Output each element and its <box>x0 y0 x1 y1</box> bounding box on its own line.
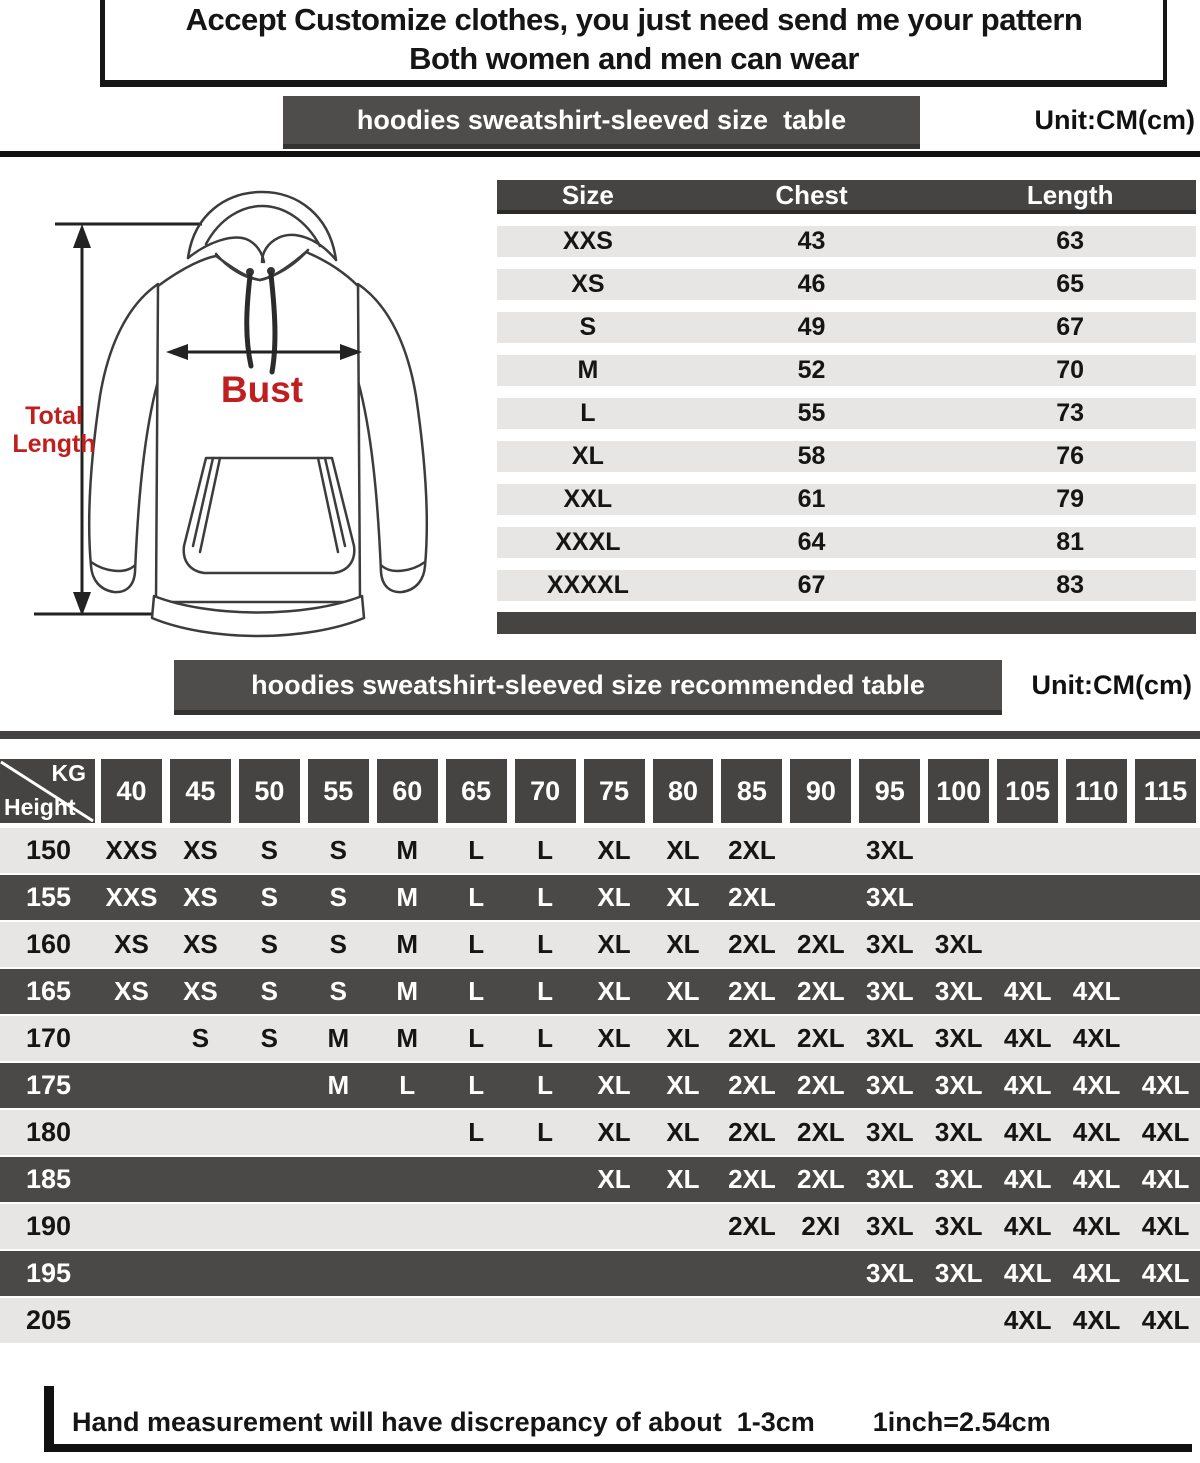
recommended-table-header <box>0 759 1200 823</box>
size-value-cell: M <box>396 976 419 1006</box>
weight-header-cell: 105 <box>993 759 1062 823</box>
chest-cell: 52 <box>797 356 826 384</box>
size-value-cell: L <box>537 976 554 1006</box>
size-value-cell <box>924 875 993 920</box>
size-value-cell: XL <box>597 929 631 959</box>
size-cell: XS <box>571 270 605 298</box>
size-value-cell: 2XL <box>728 1164 776 1194</box>
weight-header-cell: 75 <box>580 759 649 823</box>
size-value-cell <box>97 1157 166 1202</box>
size-value-cell <box>442 1157 511 1202</box>
kg-height-corner-cell <box>0 759 97 823</box>
size-value-cell <box>373 1204 442 1249</box>
size-value-cell <box>993 922 1062 967</box>
length-cell: 73 <box>1056 399 1085 427</box>
size-value-cell: XS <box>183 929 218 959</box>
customize-banner <box>100 0 1167 87</box>
chest-cell: 64 <box>797 528 826 556</box>
size-table-row <box>497 527 1196 558</box>
chest-cell: 49 <box>797 313 826 341</box>
size-value-cell <box>166 1110 235 1155</box>
recommended-size-table <box>0 759 1200 1343</box>
size-value-cell: L <box>537 1117 554 1147</box>
size-value-cell: 2XL <box>797 1023 845 1053</box>
size-value-cell: XL <box>597 1117 631 1147</box>
size-value-cell: S <box>329 929 347 959</box>
hoodie-left-sleeve <box>89 284 160 592</box>
size-value-cell: 4XL <box>1003 1117 1052 1147</box>
length-cell: 65 <box>1056 270 1085 298</box>
banner-line2: Both women and men can wear <box>409 41 859 76</box>
recommended-row <box>0 920 1200 967</box>
size-col-header: Size <box>561 180 614 210</box>
size-value-cell <box>993 875 1062 920</box>
size-value-cell <box>649 1251 718 1296</box>
corner-height-label: Height <box>4 794 76 820</box>
size-value-cell: S <box>260 1023 279 1053</box>
size-cell: L <box>580 399 596 427</box>
size-value-cell: 4XL <box>1003 1164 1052 1194</box>
size-value-cell: 3XL <box>865 1164 914 1194</box>
size-table-row <box>497 355 1196 386</box>
height-cell: 175 <box>25 1070 72 1100</box>
size-value-cell: 3XL <box>865 976 914 1006</box>
size-value-cell <box>786 875 855 920</box>
size-value-cell <box>373 1251 442 1296</box>
size-value-cell: XS <box>183 835 218 865</box>
size-value-cell: 4XL <box>1072 976 1121 1006</box>
size-table-body <box>497 226 1196 601</box>
size-value-cell: 4XL <box>1072 1023 1121 1053</box>
size-value-cell: S <box>191 1023 210 1053</box>
size-value-cell: XL <box>666 976 700 1006</box>
size-value-cell <box>580 1251 649 1296</box>
chest-cell: 58 <box>797 442 826 470</box>
size-table-row <box>497 269 1196 300</box>
size-value-cell: S <box>329 835 347 865</box>
size-value-cell <box>235 1204 304 1249</box>
size-value-cell: S <box>329 976 347 1006</box>
size-value-cell: 2XL <box>797 929 845 959</box>
size-value-cell <box>235 1110 304 1155</box>
length-cell: 63 <box>1056 227 1085 255</box>
weight-header-cell: 70 <box>511 759 580 823</box>
size-table-bottom-bar <box>497 612 1196 634</box>
size-value-cell <box>924 828 993 873</box>
size-value-cell <box>1062 828 1131 873</box>
size-value-cell <box>717 1298 786 1343</box>
length-cell: 79 <box>1056 485 1085 513</box>
recommended-table-body <box>0 826 1200 1343</box>
size-value-cell <box>511 1157 580 1202</box>
weight-header-cell: 65 <box>442 759 511 823</box>
size-value-cell: 3XL <box>865 1211 914 1241</box>
banner-line1: Accept Customize clothes, you just need send me your pattern <box>185 2 1083 37</box>
size-value-cell: M <box>327 1070 350 1100</box>
size-value-cell: XL <box>666 1117 700 1147</box>
size-table-row <box>497 570 1196 601</box>
height-cell: 155 <box>25 882 72 912</box>
size-value-cell: 4XL <box>1003 1211 1052 1241</box>
height-cell: 205 <box>25 1305 72 1335</box>
size-value-cell: 4XL <box>1003 1070 1052 1100</box>
size-value-cell <box>786 828 855 873</box>
size-value-cell: L <box>537 1070 554 1100</box>
size-value-cell: 4XL <box>1072 1164 1121 1194</box>
size-value-cell: 3XL <box>865 1258 914 1288</box>
size-value-cell: XL <box>666 1164 700 1194</box>
size-value-cell <box>235 1157 304 1202</box>
size-value-cell: XL <box>597 835 631 865</box>
weight-header-cell: 110 <box>1062 759 1131 823</box>
size-value-cell <box>97 1298 166 1343</box>
size-value-cell <box>786 1251 855 1296</box>
weight-header-cell: 85 <box>717 759 786 823</box>
size-value-cell <box>717 1251 786 1296</box>
size-value-cell: 2XL <box>797 1164 845 1194</box>
size-value-cell: 2XL <box>728 929 776 959</box>
size-value-cell <box>1131 875 1200 920</box>
size-value-cell: L <box>537 1023 554 1053</box>
recommended-row <box>0 873 1200 920</box>
size-value-cell: 4XL <box>1003 1258 1052 1288</box>
weight-header-cell: 80 <box>649 759 718 823</box>
size-value-cell <box>993 828 1062 873</box>
weight-header-cell: 95 <box>855 759 924 823</box>
recommended-row <box>0 1061 1200 1108</box>
length-cell: 81 <box>1056 528 1085 556</box>
size-value-cell <box>166 1298 235 1343</box>
size-value-cell <box>304 1110 373 1155</box>
size-value-cell <box>649 1298 718 1343</box>
size-col-header: Length <box>1026 180 1114 210</box>
size-value-cell: 4XL <box>1072 1117 1121 1147</box>
size-table-row <box>497 484 1196 515</box>
size-value-cell: 2XL <box>728 976 776 1006</box>
size-value-cell: 4XL <box>1141 1117 1190 1147</box>
size-value-cell: 3XL <box>865 1070 914 1100</box>
size-value-cell: L <box>537 882 554 912</box>
chest-cell: 67 <box>797 571 826 599</box>
hoodie-right-sleeve <box>356 284 427 592</box>
hoodie-illustration-svg <box>10 166 480 650</box>
size-value-cell: L <box>468 1070 485 1100</box>
height-cell: 170 <box>25 1023 72 1053</box>
measurement-note: Hand measurement will have discrepancy of about 1-3cm <box>72 1407 815 1437</box>
size-value-cell: 4XL <box>1141 1164 1190 1194</box>
total-length-label-1: Total <box>25 402 83 430</box>
size-value-cell: 3XL <box>865 1023 914 1053</box>
size-table <box>497 180 1196 634</box>
size-value-cell: 4XL <box>1003 1305 1052 1335</box>
size-value-cell <box>97 1251 166 1296</box>
size-value-cell: 3XL <box>934 1117 983 1147</box>
divider-line-middle <box>0 731 1200 739</box>
size-value-cell <box>97 1063 166 1108</box>
inch-conversion: 1inch=2.54cm <box>872 1407 1051 1437</box>
height-cell: 190 <box>25 1211 72 1241</box>
size-table-header <box>497 180 1196 214</box>
size-value-cell: 3XL <box>865 1117 914 1147</box>
size-value-cell <box>235 1063 304 1108</box>
size-value-cell: XXS <box>105 882 158 912</box>
size-value-cell <box>442 1298 511 1343</box>
length-cell: 70 <box>1056 356 1085 384</box>
bust-label: Bust <box>220 369 304 410</box>
height-cell: 150 <box>25 835 72 865</box>
chest-cell: 61 <box>797 485 826 513</box>
size-value-cell: M <box>396 835 419 865</box>
size-value-cell: 3XL <box>934 1023 983 1053</box>
size-value-cell: 3XL <box>865 882 914 912</box>
size-value-cell: XXS <box>105 835 158 865</box>
size-value-cell: M <box>396 929 419 959</box>
chest-cell: 55 <box>797 399 826 427</box>
size-value-cell <box>1062 875 1131 920</box>
size-value-cell: L <box>537 835 554 865</box>
weight-header-cell: 45 <box>166 759 235 823</box>
size-value-cell <box>235 1298 304 1343</box>
size-value-cell: 3XL <box>865 929 914 959</box>
length-cell: 67 <box>1056 313 1085 341</box>
size-value-cell: L <box>468 835 485 865</box>
size-value-cell <box>442 1251 511 1296</box>
size-value-cell: 2XI <box>801 1211 841 1241</box>
size-value-cell: S <box>260 835 279 865</box>
size-value-cell: 4XL <box>1072 1070 1121 1100</box>
size-value-cell <box>511 1298 580 1343</box>
size-value-cell: 3XL <box>934 1070 983 1100</box>
size-value-cell: 4XL <box>1141 1070 1190 1100</box>
size-value-cell <box>1131 922 1200 967</box>
size-value-cell <box>1062 922 1131 967</box>
size-cell: S <box>579 313 597 341</box>
size-value-cell: S <box>260 882 279 912</box>
height-cell: 195 <box>25 1258 72 1288</box>
size-value-cell: XL <box>597 1070 631 1100</box>
recommended-row <box>0 1296 1200 1343</box>
size-value-cell: XL <box>666 835 700 865</box>
size-value-cell: XL <box>666 929 700 959</box>
size-value-cell <box>304 1204 373 1249</box>
size-value-cell: 2XL <box>728 1211 776 1241</box>
height-cell: 160 <box>25 929 72 959</box>
size-value-cell: XL <box>597 1164 631 1194</box>
size-value-cell: 3XL <box>934 1258 983 1288</box>
size-value-cell: XL <box>597 976 631 1006</box>
recommended-row <box>0 967 1200 1014</box>
size-value-cell <box>166 1063 235 1108</box>
length-cell: 83 <box>1056 571 1085 599</box>
size-value-cell: 3XL <box>934 976 983 1006</box>
size-value-cell <box>442 1204 511 1249</box>
size-value-cell <box>166 1251 235 1296</box>
size-value-cell <box>373 1298 442 1343</box>
size-value-cell <box>580 1204 649 1249</box>
recommended-row <box>0 1202 1200 1249</box>
recommended-table-unit: Unit:CM(cm) <box>1031 670 1192 700</box>
size-value-cell <box>855 1298 924 1343</box>
size-value-cell: XS <box>183 882 218 912</box>
size-value-cell <box>97 1204 166 1249</box>
size-value-cell: 2XL <box>728 835 776 865</box>
recommended-row <box>0 1014 1200 1061</box>
size-value-cell <box>235 1251 304 1296</box>
weight-header-cell: 100 <box>924 759 993 823</box>
size-value-cell <box>304 1251 373 1296</box>
size-value-cell <box>511 1251 580 1296</box>
size-value-cell: 4XL <box>1003 976 1052 1006</box>
size-value-cell: 2XL <box>728 1023 776 1053</box>
size-table-row <box>497 441 1196 472</box>
size-col-header: Chest <box>775 180 848 210</box>
size-cell: XXXXL <box>546 571 629 599</box>
size-value-cell: XL <box>597 882 631 912</box>
size-value-cell: XS <box>114 976 149 1006</box>
size-value-cell: 4XL <box>1072 1305 1121 1335</box>
size-value-cell: 3XL <box>865 835 914 865</box>
size-value-cell: L <box>468 1023 485 1053</box>
size-value-cell <box>166 1204 235 1249</box>
size-value-cell: XL <box>666 1023 700 1053</box>
size-value-cell: 4XL <box>1141 1211 1190 1241</box>
size-value-cell: 2XL <box>728 1117 776 1147</box>
size-cell: M <box>577 356 599 384</box>
size-value-cell: 4XL <box>1003 1023 1052 1053</box>
size-value-cell: S <box>260 976 279 1006</box>
recommended-table-title: hoodies sweatshirt-sleeved size recommended table <box>174 660 1002 715</box>
size-value-cell: S <box>329 882 347 912</box>
size-value-cell: M <box>327 1023 350 1053</box>
size-table-row <box>497 312 1196 343</box>
size-value-cell: XS <box>183 976 218 1006</box>
size-value-cell: M <box>396 1023 419 1053</box>
size-value-cell: 4XL <box>1072 1211 1121 1241</box>
size-table-row <box>497 398 1196 429</box>
size-value-cell <box>786 1298 855 1343</box>
weight-header-cell: 90 <box>786 759 855 823</box>
size-table-row <box>497 226 1196 257</box>
size-value-cell: XL <box>666 1070 700 1100</box>
size-value-cell <box>304 1298 373 1343</box>
size-value-cell <box>97 1110 166 1155</box>
size-cell: XXL <box>563 485 613 513</box>
size-value-cell <box>511 1204 580 1249</box>
size-value-cell <box>373 1157 442 1202</box>
size-value-cell <box>1131 1016 1200 1061</box>
size-value-cell <box>304 1157 373 1202</box>
size-value-cell: XS <box>114 929 149 959</box>
weight-header-cell: 40 <box>97 759 166 823</box>
weight-header-cell: 60 <box>373 759 442 823</box>
hood-left-fold <box>188 238 264 262</box>
size-value-cell: 4XL <box>1141 1258 1190 1288</box>
size-value-cell: XL <box>666 882 700 912</box>
height-cell: 165 <box>25 976 72 1006</box>
size-value-cell: 4XL <box>1072 1258 1121 1288</box>
length-cell: 76 <box>1056 442 1085 470</box>
size-table-title: hoodies sweatshirt-sleeved size table <box>283 96 920 149</box>
hood-outline <box>188 192 336 260</box>
size-value-cell <box>649 1204 718 1249</box>
size-cell: XXXL <box>555 528 621 556</box>
hoodie-measure-diagram <box>10 166 480 650</box>
size-cell: XL <box>571 442 604 470</box>
size-value-cell <box>1131 828 1200 873</box>
divider-line-top <box>0 151 1200 157</box>
size-value-cell: 2XL <box>797 1117 845 1147</box>
size-value-cell: L <box>468 929 485 959</box>
height-cell: 185 <box>25 1164 72 1194</box>
chest-cell: 43 <box>797 227 826 255</box>
recommended-row <box>0 1249 1200 1296</box>
size-value-cell: L <box>468 1117 485 1147</box>
recommended-row <box>0 826 1200 873</box>
size-value-cell: XL <box>597 1023 631 1053</box>
size-value-cell: S <box>260 929 279 959</box>
size-value-cell: L <box>468 882 485 912</box>
size-value-cell <box>580 1298 649 1343</box>
size-value-cell: L <box>468 976 485 1006</box>
size-value-cell: 2XL <box>728 1070 776 1100</box>
size-value-cell <box>924 1298 993 1343</box>
size-value-cell <box>373 1110 442 1155</box>
footer-note-box <box>44 1386 1192 1452</box>
chest-cell: 46 <box>797 270 826 298</box>
weight-header-cell: 55 <box>304 759 373 823</box>
size-value-cell: 2XL <box>797 1070 845 1100</box>
weight-header-cell: 115 <box>1131 759 1200 823</box>
size-value-cell: L <box>399 1070 416 1100</box>
recommended-row <box>0 1155 1200 1202</box>
corner-kg-label: KG <box>51 760 86 786</box>
size-value-cell: L <box>537 929 554 959</box>
size-value-cell: 2XL <box>728 882 776 912</box>
weight-header-cell: 50 <box>235 759 304 823</box>
size-cell: XXS <box>562 227 613 255</box>
recommended-row <box>0 1108 1200 1155</box>
total-length-label-2: Length <box>12 430 96 458</box>
size-table-unit: Unit:CM(cm) <box>1034 105 1195 135</box>
size-value-cell: 3XL <box>934 1164 983 1194</box>
size-value-cell: 2XL <box>797 976 845 1006</box>
size-value-cell: 3XL <box>934 929 983 959</box>
size-value-cell <box>97 1016 166 1061</box>
size-value-cell: 4XL <box>1141 1305 1190 1335</box>
size-value-cell <box>166 1157 235 1202</box>
size-value-cell: M <box>396 882 419 912</box>
size-value-cell: 3XL <box>934 1211 983 1241</box>
height-cell: 180 <box>25 1117 72 1147</box>
size-value-cell <box>1131 969 1200 1014</box>
